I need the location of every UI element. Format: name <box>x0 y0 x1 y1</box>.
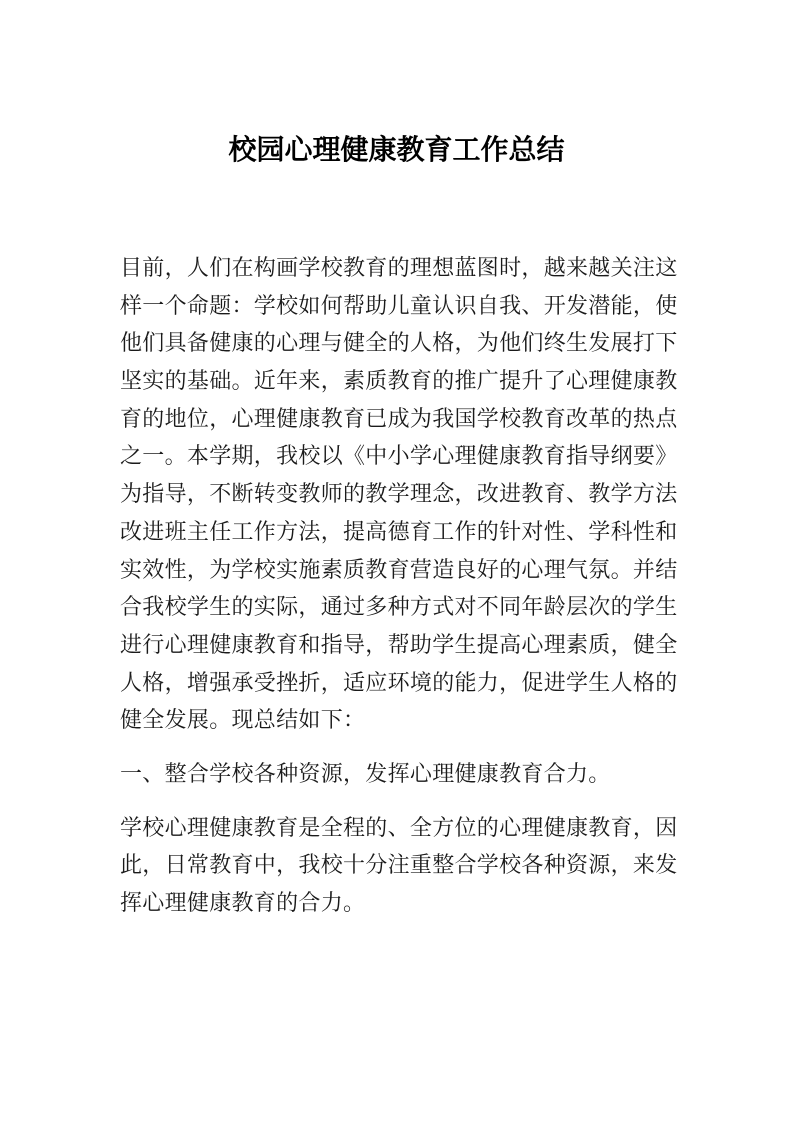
paragraph-line: 目前，人们在构画学校教育的理想蓝图时，越来越关注这 <box>120 256 678 281</box>
section-heading <box>120 756 680 794</box>
paragraph-line: 他们具备健康的心理与健全的人格，为他们终生发展打下 <box>120 331 678 357</box>
paragraph-line: 为指导，不断转变教师的教学理念，改进教育、教学方法 <box>120 482 678 508</box>
paragraph-spacer <box>120 740 680 756</box>
paragraph-line: 学校心理健康教育是全程的、全方位的心理健康教育，因 <box>120 815 678 841</box>
intro-paragraph <box>120 250 680 740</box>
paragraph-line: 育的地位，心理健康教育已成为我国学校教育改革的热点 <box>120 406 678 432</box>
paragraph-line: 人格，增强承受挫折，适应环境的能力，促进学生人格的 <box>120 670 678 696</box>
paragraph-line: 健全发展。现总结如下： <box>120 708 366 734</box>
paragraph-line: 合我校学生的实际，通过多种方式对不同年龄层次的学生 <box>120 595 678 621</box>
paragraph-line: 坚实的基础。近年来，素质教育的推广提升了心理健康教 <box>120 369 678 395</box>
section-heading-text: 一、整合学校各种资源，发挥心理健康教育合力。 <box>120 761 611 787</box>
document-title: 校园心理健康教育工作总结 <box>228 133 565 166</box>
paragraph-line: 实效性，为学校实施素质教育营造良好的心理气氛。并结 <box>120 557 678 583</box>
paragraph-line: 之一。本学期，我校以《中小学心理健康教育指导纲要》 <box>120 444 678 470</box>
paragraph-spacer <box>120 794 680 810</box>
paragraph-line: 样一个命题：学校如何帮助儿童认识自我、开发潜能，使 <box>120 293 678 319</box>
paragraph-line: 改进班主任工作方法，提高德育工作的针对性、学科性和 <box>120 519 678 545</box>
paragraph-line: 进行心理健康教育和指导，帮助学生提高心理素质，健全 <box>120 632 678 658</box>
paragraph-line: 挥心理健康教育的合力。 <box>120 891 366 916</box>
section-paragraph <box>120 810 680 923</box>
document-body <box>120 250 680 923</box>
paragraph-line: 此，日常教育中，我校十分注重整合学校各种资源，来发 <box>120 853 678 879</box>
